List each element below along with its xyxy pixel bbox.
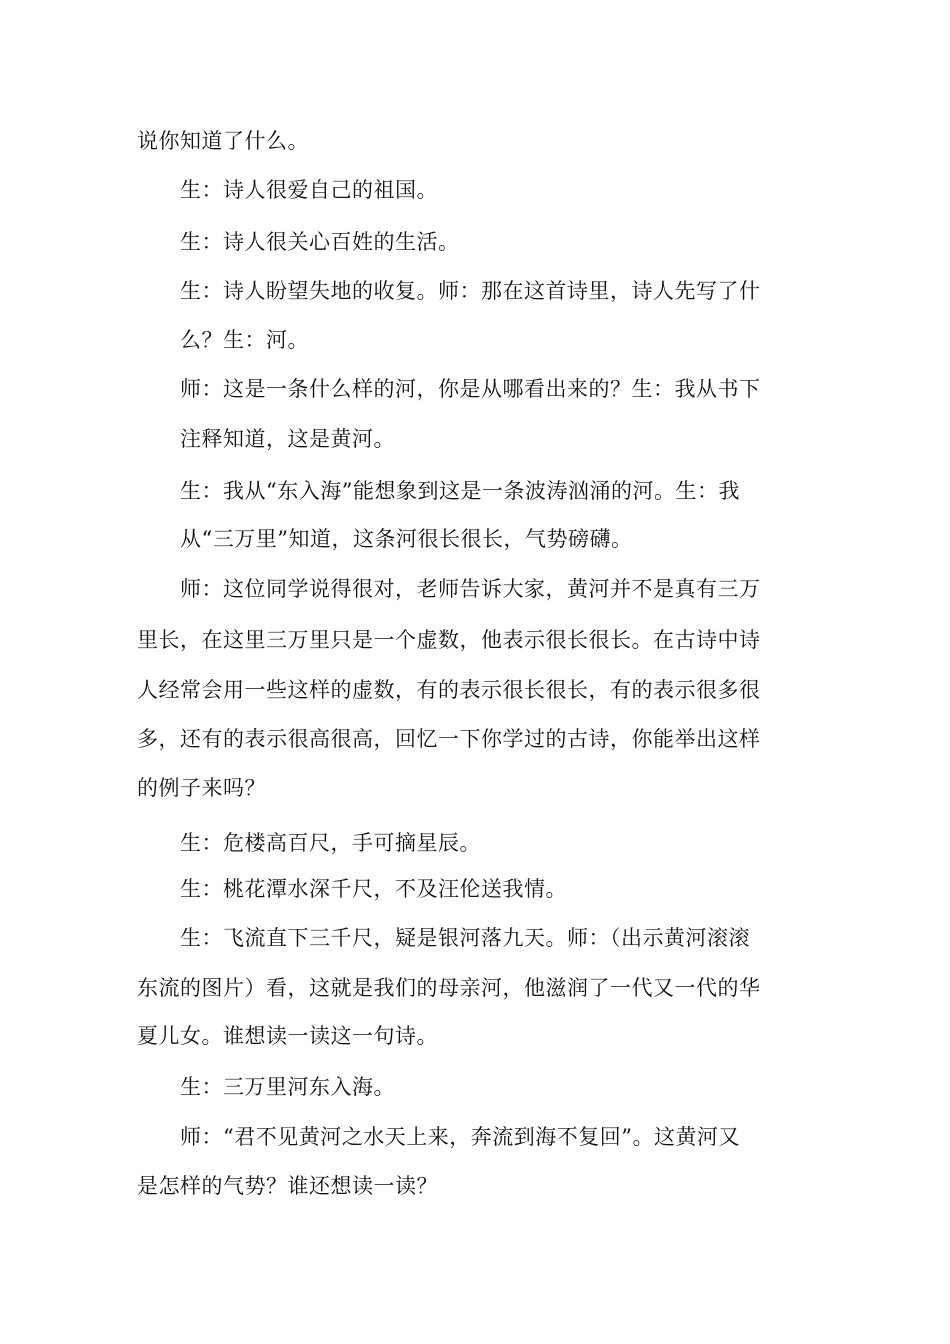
text-line: 注释知道，这是黄河。 [180,427,395,451]
text-line: 的例子来吗？ [137,776,266,800]
text-line: 生：我从“东入海”能想象到这是一条波涛汹涌的河。生：我 [180,479,740,503]
text-line: 师：这是一条什么样的河，你是从哪看出来的？生：我从书下 [180,377,761,401]
text-line: 东流的图片）看，这就是我们的母亲河，他滋润了一代又一代的华 [137,976,761,1000]
text-line: 从“三万里”知道，这条河很长很长，气势磅礴。 [180,527,633,551]
text-line: 生：桃花潭水深千尺，不及汪伦送我情。 [180,877,567,901]
text-line: 师：“君不见黄河之水天上来，奔流到海不复回”。这黄河又 [180,1125,740,1149]
text-line: 生：诗人很关心百姓的生活。 [180,230,460,254]
text-line: 里长，在这里三万里只是一个虚数，他表示很长很长。在古诗中诗 [137,628,761,652]
text-line: 生：三万里河东入海。 [180,1075,395,1099]
text-line: 人经常会用一些这样的虚数，有的表示很长很长，有的表示很多很 [137,678,761,702]
text-line: 生：诗人很爱自己的祖国。 [180,178,438,202]
text-line: 生：飞流直下三千尺，疑是银河落九天。师：（出示黄河滚滚 [180,926,750,950]
text-line: 夏儿女。谁想读一读这一句诗。 [137,1024,438,1048]
text-line: 是怎样的气势？谁还想读一读？ [137,1174,438,1198]
text-line: 生：诗人盼望失地的收复。师：那在这首诗里，诗人先写了什 [180,279,761,303]
text-line: 师：这位同学说得很对，老师告诉大家，黄河并不是真有三万 [180,577,761,601]
text-line: 说你知道了什么。 [137,129,309,153]
text-line: 生：危楼高百尺，手可摘星辰。 [180,831,481,855]
text-line: 么？生：河。 [180,328,309,352]
text-line: 多，还有的表示很高很高，回忆一下你学过的古诗，你能举出这样 [137,727,761,751]
